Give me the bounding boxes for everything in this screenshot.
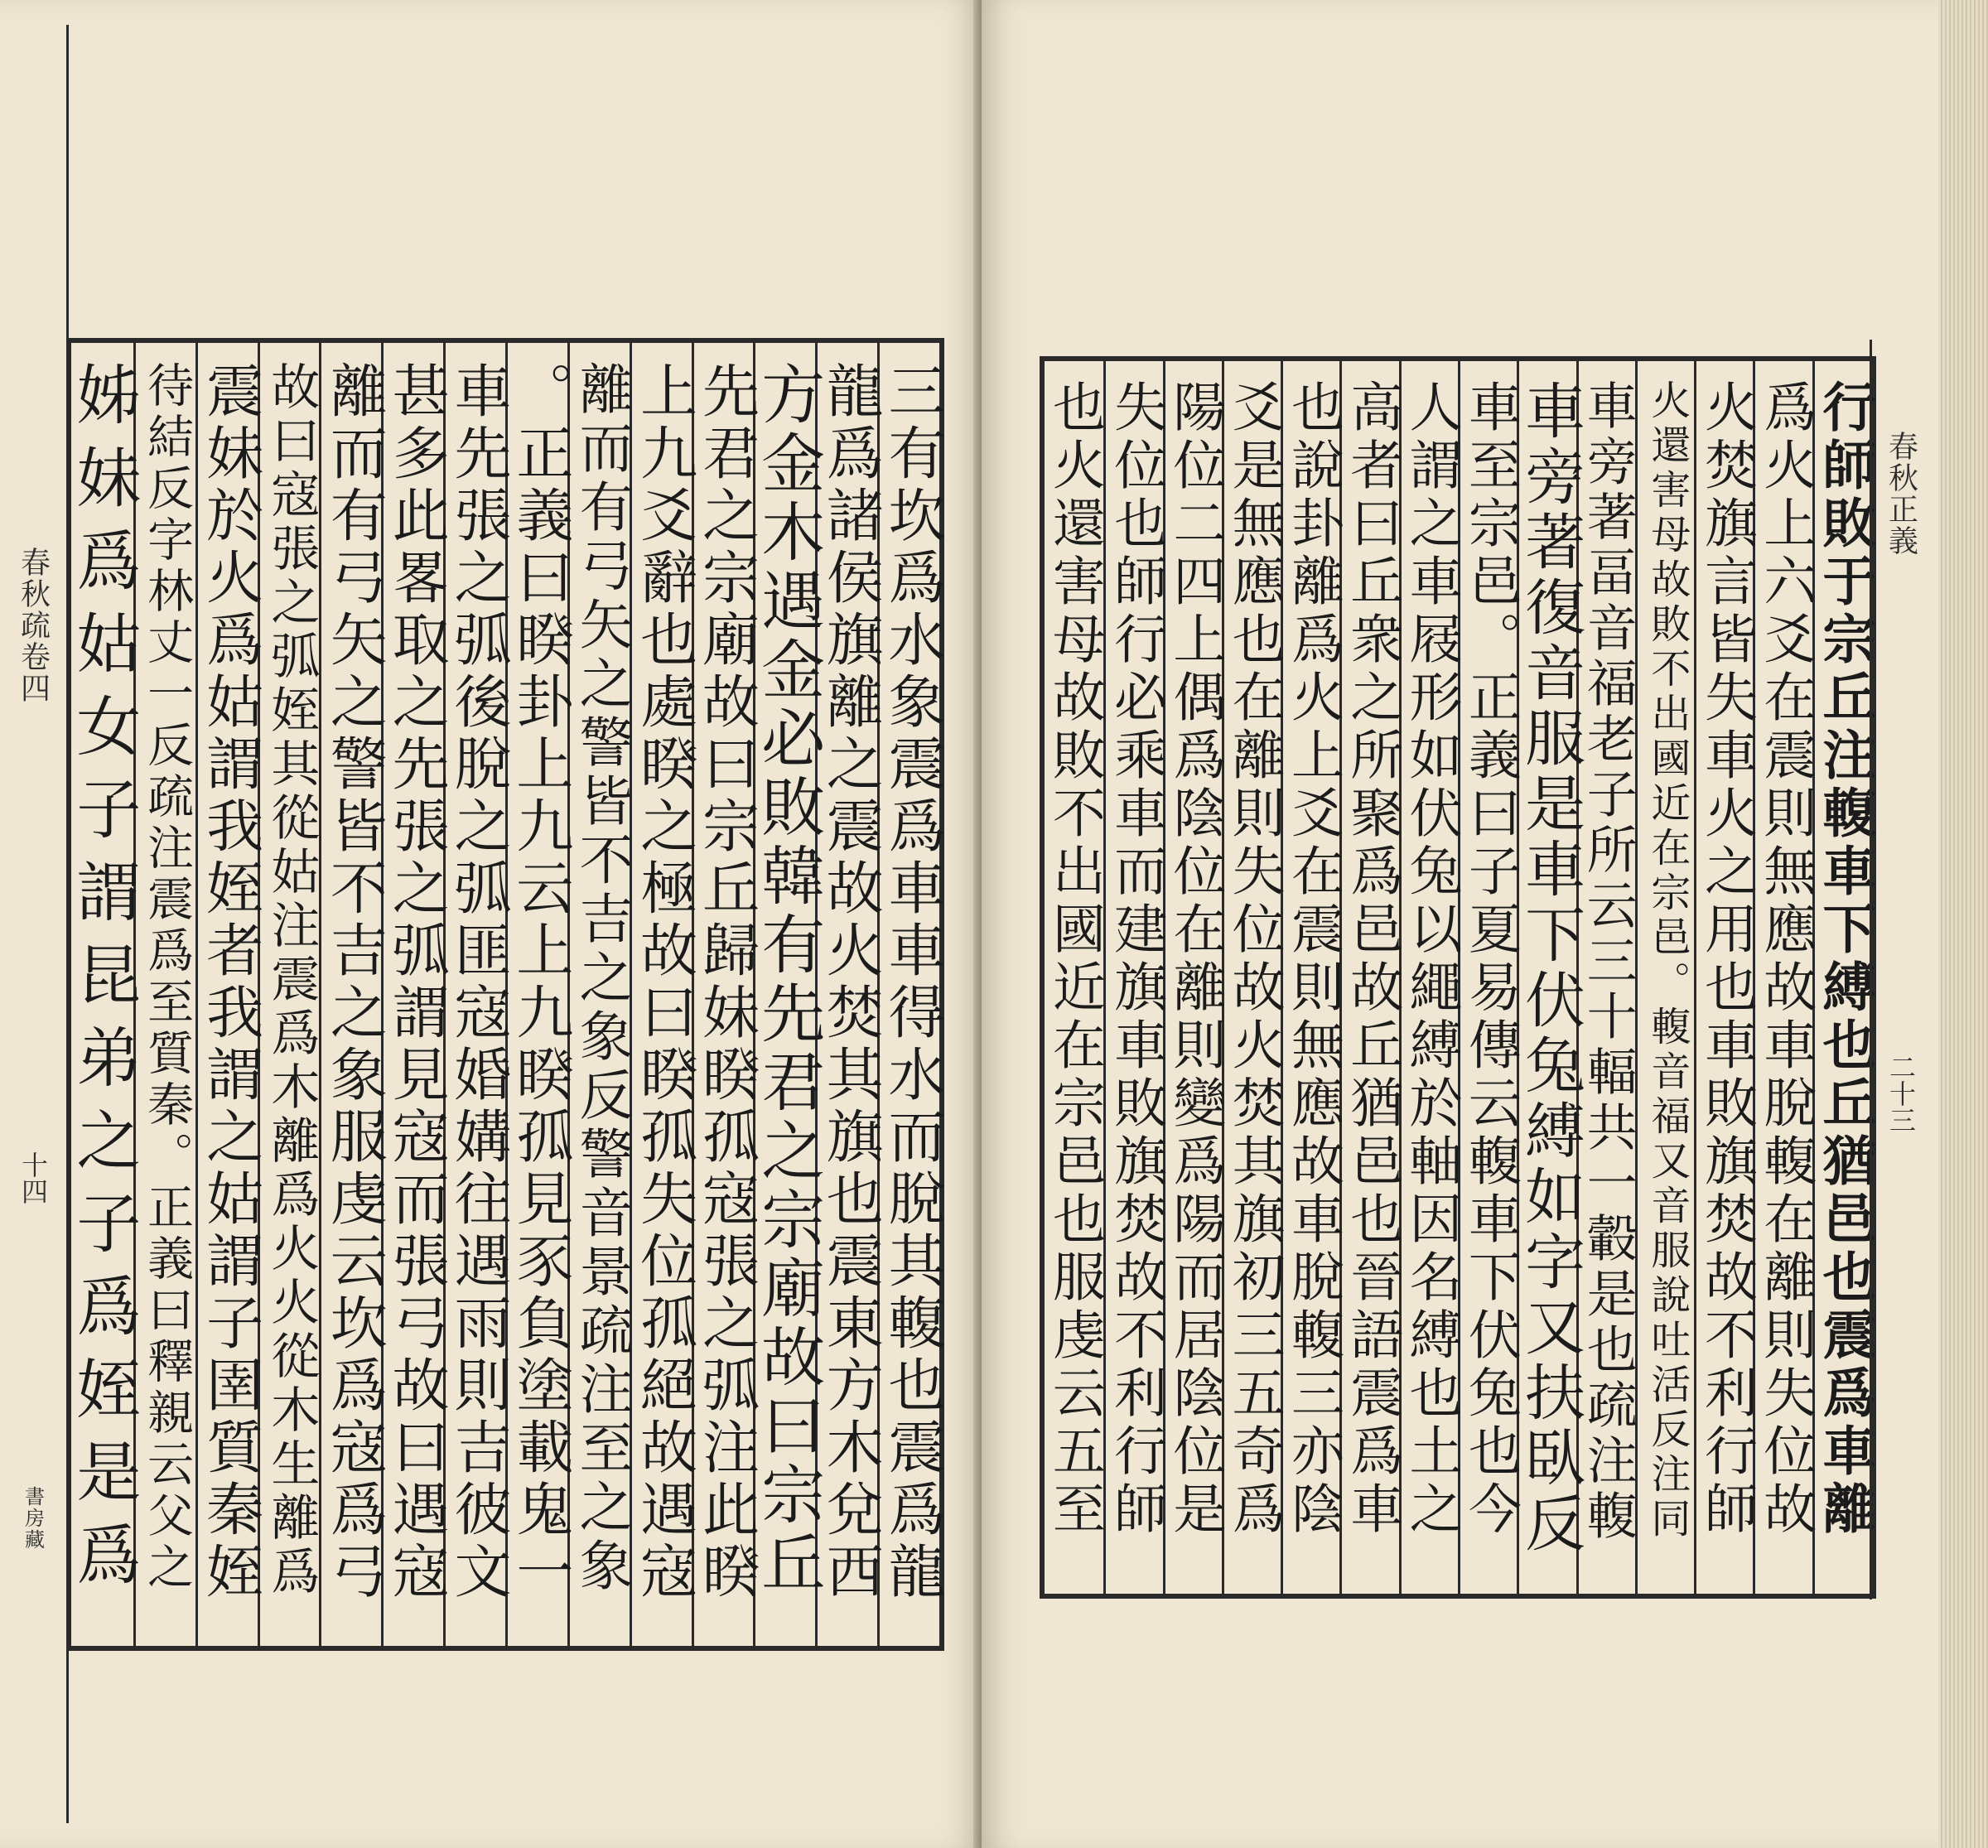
text-column [65, 343, 141, 1646]
column-text: 龍爲諸侯旗離之震故火焚其旗也震東方木兌西 [816, 361, 883, 1604]
column-text: 姊妹爲姑女子謂昆弟之子爲姪是爲 [65, 361, 141, 1604]
column-text: 車旁著畐音福老子所云三十輻共一轂是也疏注輹 [1578, 379, 1638, 1545]
right-text-frame [1040, 356, 1876, 1599]
column-text: 方金木遇金必敗韓有先君之宗廟故曰宗丘 [750, 361, 825, 1599]
text-column [133, 343, 198, 1646]
page-edges [1938, 0, 1988, 1848]
column-text: 先君之宗廟故曰宗丘歸妹睽孤寇張之弧注此睽 [692, 361, 759, 1604]
left-margin-label: 春秋疏卷四 [16, 547, 51, 704]
left-text-frame [66, 338, 944, 1651]
text-column [1222, 361, 1283, 1594]
column-text: 高者曰丘衆之所聚爲邑故丘猶邑也晉語震爲車 [1341, 379, 1403, 1539]
text-column [815, 343, 883, 1646]
text-column [443, 343, 511, 1646]
column-text: 行師敗于宗丘注輹車下縛也丘猶邑也震爲車離 [1813, 379, 1876, 1539]
text-column [1753, 361, 1817, 1594]
text-column [877, 343, 945, 1646]
column-text: 火還害母故敗不出國近在宗邑。輹音福又音服說吐活反注同 [1643, 379, 1691, 1542]
text-column [381, 343, 449, 1646]
column-text: 車旁著復音服是車下伏兔縛如字又扶臥反 [1514, 379, 1585, 1557]
text-column [258, 343, 322, 1646]
column-text: 也火還害母故敗不出國近在宗邑也服虔云五至 [1043, 379, 1105, 1539]
text-column [567, 343, 632, 1646]
text-column [692, 343, 759, 1646]
text-column [505, 343, 573, 1646]
left-folio: 十四 [17, 1151, 49, 1204]
right-margin-label: 春秋正義 [1884, 431, 1918, 557]
column-text: 失位也師行必乘車而建旗車敗旗焚故不利行師 [1105, 379, 1167, 1539]
column-text: 故曰寇張之弧姪其從姑注震爲木離爲火火從木生離爲 [263, 361, 321, 1600]
left-margin-strip [0, 25, 69, 1823]
text-column [1339, 361, 1401, 1594]
column-text: 車至宗邑。正義曰子夏易傳云輹車下伏兔也今 [1459, 379, 1521, 1539]
text-column [1635, 361, 1696, 1594]
column-text: 離而有弓矢之警皆不吉之象服虔云坎爲寇爲弓 [320, 361, 387, 1604]
text-column [319, 343, 387, 1646]
text-column [1399, 361, 1460, 1594]
text-column [1812, 361, 1874, 1594]
column-text: 爻是無應也在離則失位故火焚其旗初三五奇爲 [1223, 379, 1285, 1539]
column-text: 三有坎爲水象震爲車車得水而脫其輹也震爲龍 [878, 361, 945, 1604]
text-column [1103, 361, 1165, 1594]
text-column [1163, 361, 1224, 1594]
column-text: 人謂之車屐形如伏兔以繩縛於軸因名縛也土之 [1400, 379, 1462, 1539]
column-text: 震妹於火爲姑謂我姪者我謂之姑謂子圉質秦姪 [196, 361, 263, 1604]
column-text: 甚多此畧取之先張之弧謂見寇而張弓故曰遇寇 [382, 361, 449, 1604]
column-text: 上九爻辭也處睽之極故曰睽孤失位孤絕故遇寇 [630, 361, 697, 1604]
left-page [0, 0, 982, 1848]
left-footer-mark: 書房藏 [21, 1486, 45, 1551]
column-text: 車先張之弧後脫之弧匪寇婚媾往遇雨則吉彼文 [444, 361, 511, 1604]
text-column [1281, 361, 1342, 1594]
text-column [1045, 361, 1103, 1594]
text-column [750, 343, 825, 1646]
text-column [195, 343, 263, 1646]
text-column [1694, 361, 1755, 1594]
column-text: 陽位二四上偶爲陰位在離則變爲陽而居陰位是 [1164, 379, 1226, 1539]
text-column [630, 343, 697, 1646]
column-text: 待結反字林丈一反疏注震爲至質秦。正義曰釋親云父之 [140, 361, 195, 1594]
column-text: 也說卦離爲火上爻在震則無應故車脫輹三亦陰 [1281, 379, 1344, 1539]
column-text: 離而有弓矢之警皆不吉之象反警音景疏注至之象 [570, 361, 633, 1596]
right-folio: 二十三 [1885, 1054, 1917, 1133]
column-text: 爲火上六爻在震則無應故車脫輹在離則失位故 [1754, 379, 1817, 1539]
right-margin-strip [1870, 340, 1930, 1600]
column-text: 火焚旗言皆失車火之用也車敗旗焚故不利行師 [1695, 379, 1757, 1539]
text-column [1576, 361, 1638, 1594]
text-column [1458, 361, 1519, 1594]
column-text: 。正義曰睽卦上九云上九睽孤見豕負塗載鬼一 [506, 361, 573, 1604]
right-page [982, 0, 1988, 1848]
text-column [1514, 361, 1585, 1594]
